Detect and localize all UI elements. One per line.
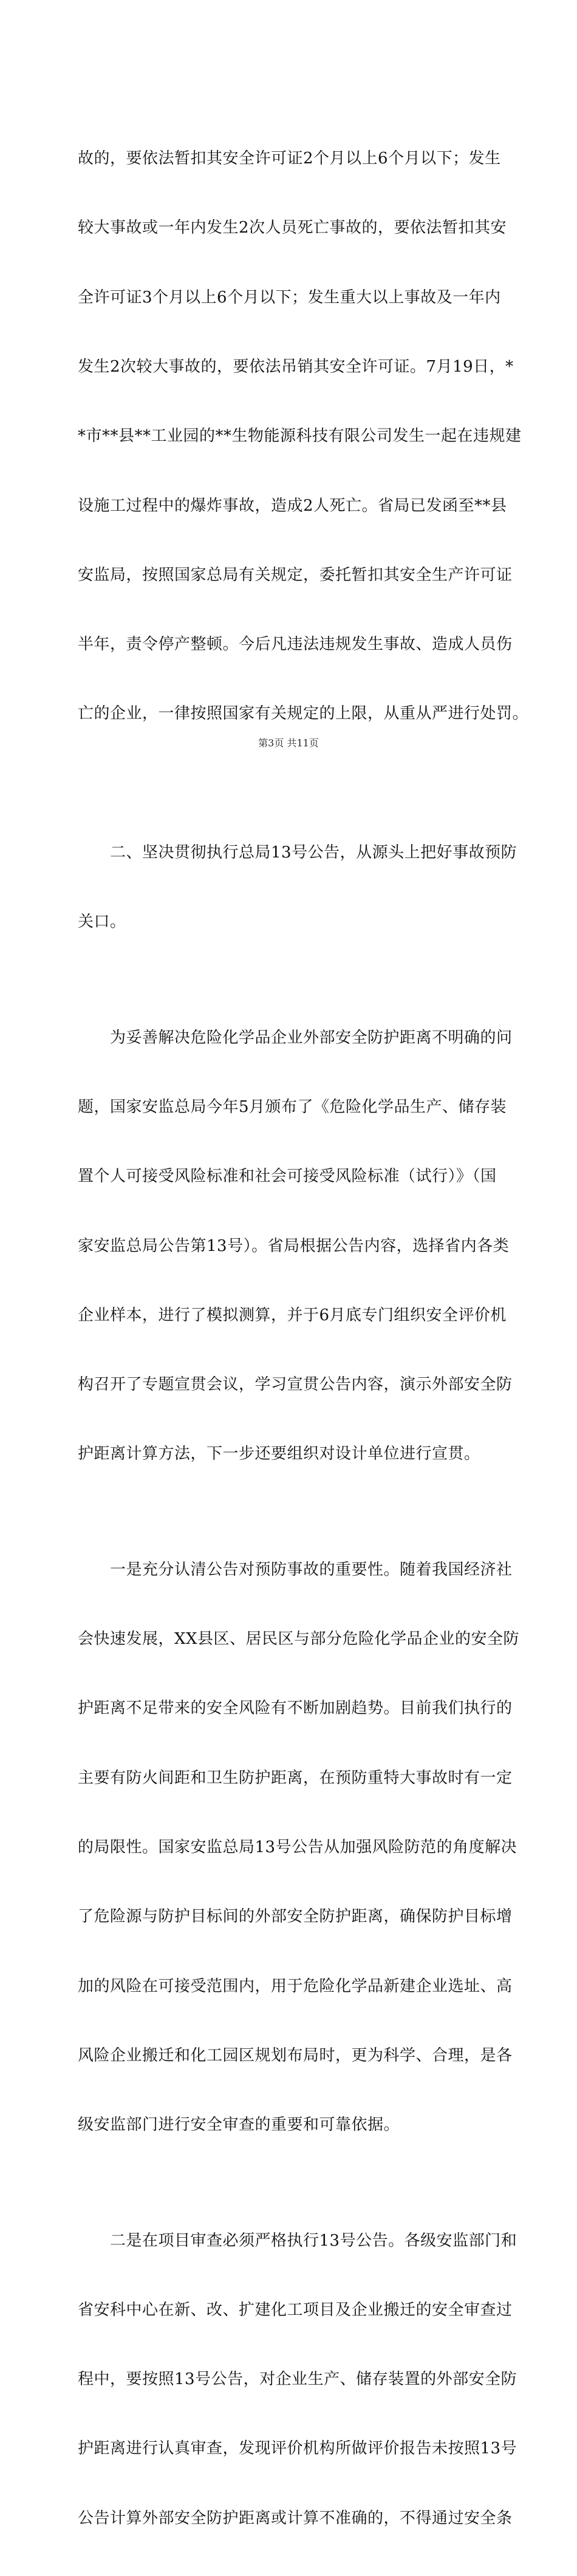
paragraph-penalty: [78, 101, 529, 772]
paragraph-spacer: [78, 772, 503, 795]
text-line: 设施工过程中的爆炸事故，造成2人死亡。省局已发函至**县: [78, 496, 507, 515]
text-line: 全许可证3个月以上6个月以下；发生重大以上事故及一年内: [78, 288, 501, 307]
text-line: 会快速发展，XX县区、居民区与部分危险化学品企业的安全防: [78, 1630, 520, 1649]
text-line: 安监局，按照国家总局有关规定，委托暂扣其安全生产许可证: [78, 565, 513, 584]
paragraph-point-one: [78, 1512, 520, 2183]
text-line: 较大事故或一年内发生2次人员死亡事故的，要依法暂扣其安: [78, 219, 507, 237]
text-line: 程中，要按照13号公告，对企业生产、储存装置的外部安全防: [78, 2370, 517, 2389]
text-line: 风险企业搬迁和化工园区规划布局时，更为科学、合理，是各: [78, 2046, 513, 2065]
document-body: [78, 101, 529, 2576]
section-heading-2: [78, 795, 517, 980]
text-line: 二、坚决贯彻执行总局13号公告，从源头上把好事故预防: [78, 843, 517, 862]
page-number-footer: 第3页 共11页: [258, 737, 319, 749]
text-line: 发生2次较大事故的，要依法吊销其安全许可证。7月19日，*: [78, 358, 514, 377]
text-line: 了危险源与防护目标间的外部安全防护距离，确保防护目标增: [78, 1907, 513, 1926]
text-line: 构召开了专题宣贯会议，学习宣贯公告内容，演示外部安全防: [78, 1375, 513, 1394]
paragraph-announcement: [78, 980, 513, 1511]
text-line: 故的，要依法暂扣其安全许可证2个月以上6个月以下；发生: [78, 149, 501, 168]
text-line: 主要有防火间距和卫生防护距离，在预防重特大事故时有一定: [78, 1768, 513, 1787]
text-line: 二是在项目审查必须严格执行13号公告。各级安监部门和: [78, 2231, 517, 2250]
text-line: 护距离计算方法，下一步还要组织对设计单位进行宣贯。: [78, 1445, 480, 1463]
text-line: 为妥善解决危险化学品企业外部安全防护距离不明确的问: [78, 1028, 513, 1047]
text-line: 半年，责令停产整顿。今后凡违法违规发生事故、造成人员伤: [78, 635, 513, 654]
text-line: 的局限性。国家安监总局13号公告从加强风险防范的角度解决: [78, 1838, 517, 1856]
text-line: 关口。: [78, 913, 126, 932]
text-line: 企业样本，进行了模拟测算，并于6月底专门组织安全评价机: [78, 1306, 507, 1324]
text-line: 级安监部门进行安全审查的重要和可靠依据。: [78, 2116, 400, 2135]
text-line: *市**县**工业园的**生物能源科技有限公司发生一起在违规建: [78, 427, 522, 446]
text-line: 一是充分认清公告对预防事故的重要性。随着我国经济社: [78, 1560, 513, 1579]
text-line: 题，国家安监总局今年5月颁布了《危险化学品生产、储存装: [78, 1097, 507, 1116]
paragraph-point-two: [78, 2182, 517, 2576]
text-line: 亡的企业，一律按照国家有关规定的上限，从重从严进行处罚。: [78, 704, 529, 723]
text-line: 加的风险在可接受范围内，用于危险化学品新建企业选址、高: [78, 1977, 513, 1995]
text-line: 公告计算外部安全防护距离或计算不准确的，不得通过安全条: [78, 2509, 513, 2527]
text-line: 护距离不足带来的安全风险有不断加剧趋势。目前我们执行的: [78, 1699, 513, 1718]
text-line: 省安科中心在新、改、扩建化工项目及企业搬迁的安全审查过: [78, 2300, 513, 2319]
text-line: 置个人可接受风险标准和社会可接受风险标准（试行）》（国: [78, 1167, 497, 1186]
text-line: 家安监总局公告第13号）。省局根据公告内容，选择省内各类: [78, 1236, 510, 1255]
text-line: 护距离进行认真审查，发现评价机构所做评价报告未按照13号: [78, 2439, 517, 2458]
